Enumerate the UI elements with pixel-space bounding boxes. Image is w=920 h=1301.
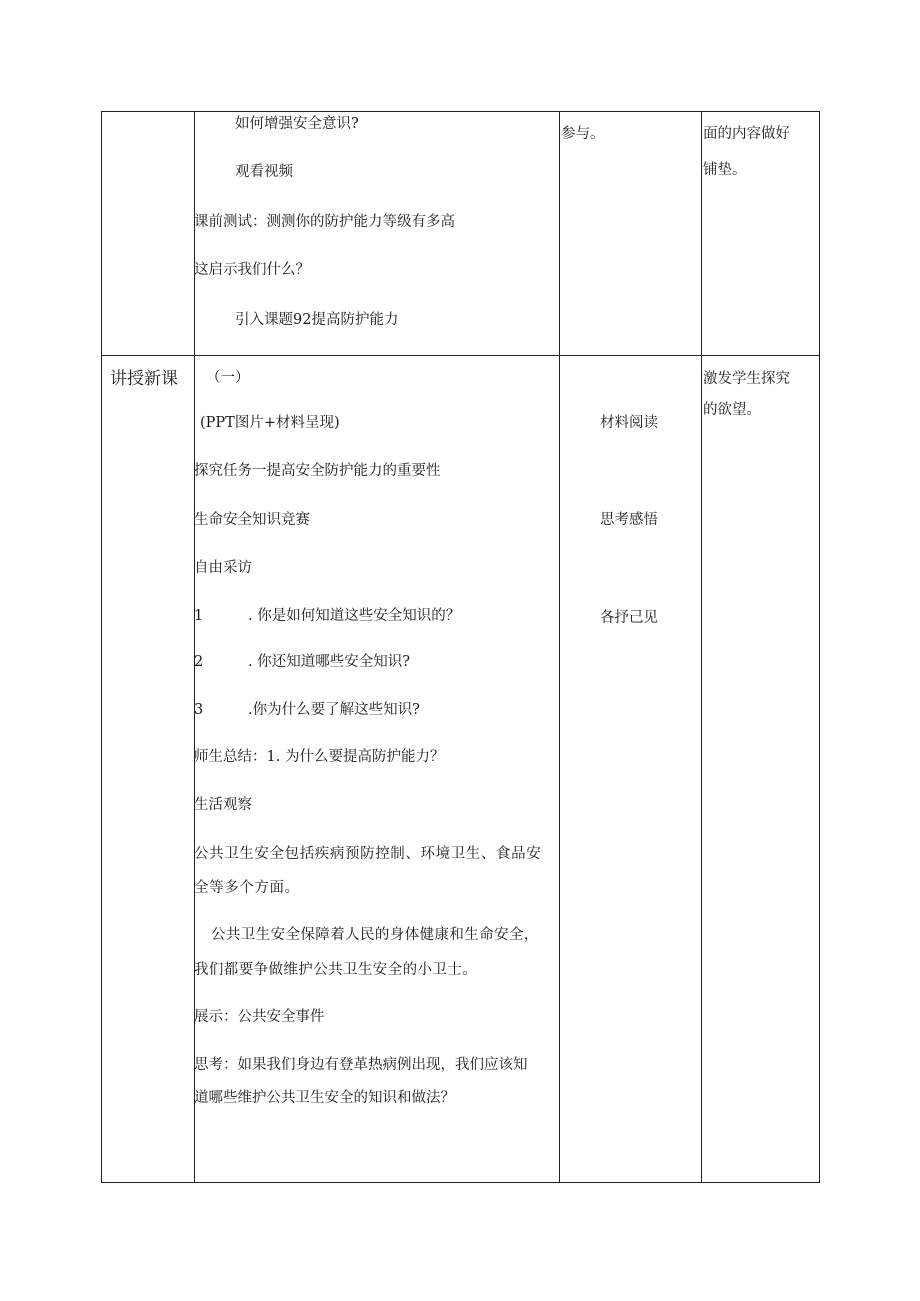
question-1-text: . 你是如何知道这些安全知识的？	[248, 608, 461, 624]
show-line: 展示：公共安全事件	[194, 1009, 325, 1025]
row1-content-line-5: 引入课题92提高防护能力	[235, 312, 399, 328]
think-line-1: 思考：如果我们身边有登革热病例出现，我们应该知	[194, 1057, 528, 1073]
row1-content-line-4: 这启示我们什么？	[194, 262, 310, 278]
row2-intent-line-2: 的欲望。	[703, 402, 761, 418]
row2-intent-line-1: 激发学生探究	[703, 371, 790, 387]
activity-reflection: 思考感悟	[600, 512, 658, 528]
row1-content-line-3: 课前测试：测测你的防护能力等级有多高	[194, 214, 455, 230]
table-top-border	[101, 111, 820, 112]
paragraph-1-line-1: 公共卫生安全包括疾病预防控制、环境卫生、食品安	[194, 846, 542, 862]
paragraph-1-line-2: 全等多个方面。	[194, 880, 300, 896]
row1-content-line-1: 如何增强安全意识?	[235, 116, 359, 132]
row1-content-line-2: 观看视频	[235, 164, 293, 180]
think-line-2: 道哪些维护公共卫生安全的知识和做法？	[194, 1090, 455, 1106]
contest-heading: 生命安全知识竞赛	[194, 512, 310, 528]
task-heading: 探究任务一提高安全防护能力的重要性	[194, 463, 441, 479]
activity-reading: 材料阅读	[600, 415, 658, 431]
row1-activity: 参与。	[561, 126, 605, 142]
question-3-text: .你为什么要了解这些知识?	[248, 702, 420, 718]
section-label: 讲授新课	[110, 369, 178, 389]
table-right-border	[819, 111, 820, 1183]
observe-heading: 生活观察	[194, 797, 252, 813]
interview-heading: 自由采访	[194, 560, 252, 576]
column-divider-3	[701, 111, 702, 1183]
activity-discussion: 各抒己见	[600, 610, 658, 626]
question-3-number: 3	[194, 702, 204, 718]
table-bottom-border	[101, 1182, 820, 1183]
question-2-text: . 你还知道哪些安全知识?	[248, 654, 410, 670]
ppt-note: (PPT图片+材料呈现)	[200, 415, 340, 431]
paragraph-2-line-2: 我们都要争做维护公共卫生安全的小卫士。	[194, 962, 478, 978]
question-2-number: 2	[194, 654, 204, 670]
row1-intent-line-2: 铺垫。	[703, 162, 747, 178]
part-number: （一）	[206, 370, 250, 386]
summary-line: 师生总结：1. 为什么要提高防护能力？	[194, 749, 445, 765]
question-1-number: 1	[194, 608, 204, 624]
row-divider	[101, 355, 820, 356]
row1-intent-line-1: 面的内容做好	[703, 126, 790, 142]
table-left-border	[101, 111, 102, 1183]
column-divider-2	[559, 111, 560, 1183]
paragraph-2-line-1: 公共卫生安全保障着人民的身体健康和生命安全，	[211, 927, 539, 943]
